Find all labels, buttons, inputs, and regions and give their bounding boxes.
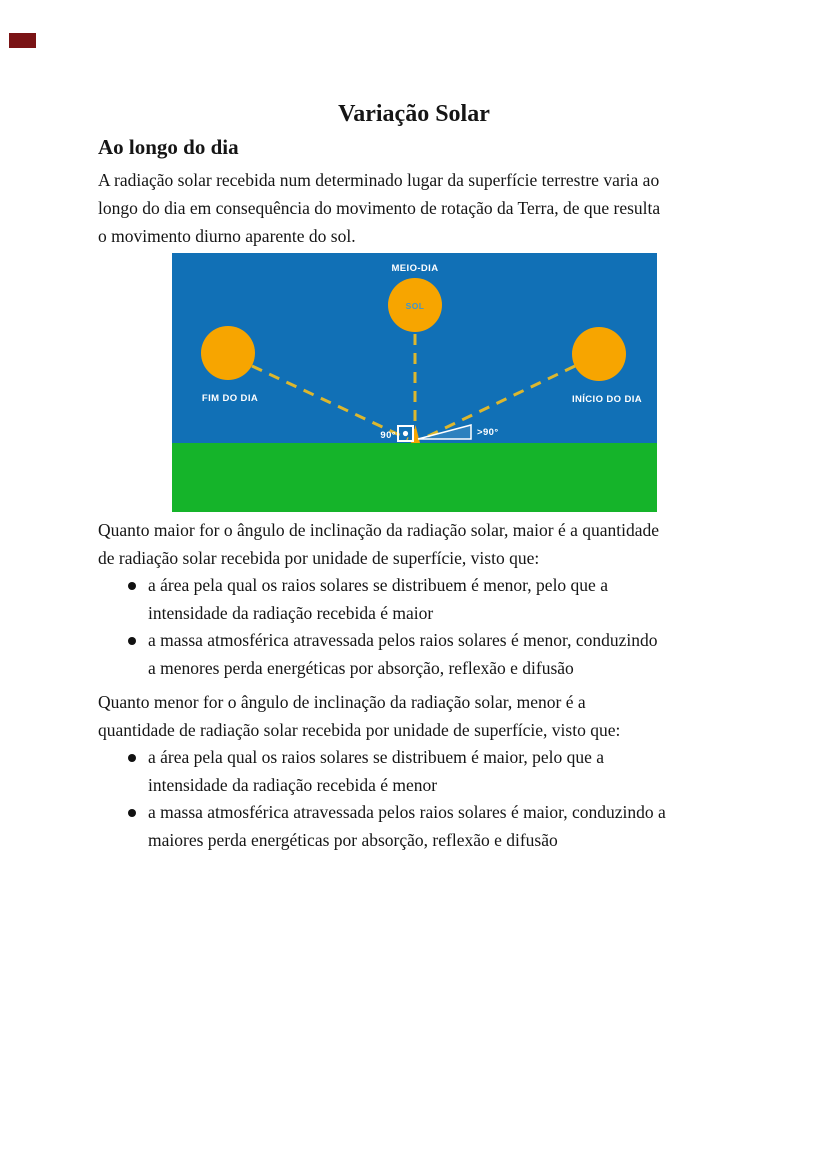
sun-path-diagram-svg <box>172 253 657 512</box>
text-line: longo do dia em consequência do movimento de rotação da Terra, de que resulta <box>98 198 661 218</box>
evening-sun <box>201 326 255 380</box>
text-line: a menores perda energéticas por absorção, reflexão e difusão <box>148 657 574 678</box>
intro-paragraph <box>98 166 778 250</box>
text-line: quantidade de radiação solar recebida por unidade de superfície, visto que: <box>98 719 621 740</box>
ground <box>172 443 657 512</box>
corner-mark <box>9 33 36 48</box>
bullet-list <box>98 744 778 854</box>
page-title: Variação Solar <box>338 101 490 127</box>
text-line: maiores perda energéticas por absorção, reflexão e difusão <box>148 829 558 850</box>
text-line: Quanto maior for o ângulo de inclinação da radiação solar, maior é a quantidade <box>98 520 660 540</box>
sun-label: SOL <box>405 301 425 311</box>
text-line: Quanto menor for o ângulo de inclinação da radiação solar, menor é a <box>98 692 586 712</box>
right-angle-label: 90° <box>380 430 396 441</box>
text-line: A radiação solar recebida num determinado lugar da superfície terrestre varia ao <box>98 170 660 190</box>
text-line: a massa atmosférica atravessada pelos raios solares é menor, conduzindo <box>148 630 658 650</box>
text-line: o movimento diurno aparente do sol. <box>98 226 356 246</box>
bullet-item <box>98 627 778 682</box>
obtuse-angle-label: >90° <box>477 427 499 438</box>
bullet-item <box>98 744 778 799</box>
day-start-label: INÍCIO DO DIA <box>571 394 643 405</box>
text-line: de radiação solar recebida por unidade de superfície, visto que: <box>98 547 540 568</box>
bullet-list <box>98 572 778 682</box>
noon-label: MEIO-DIA <box>391 263 439 274</box>
sun-path-diagram <box>172 253 657 512</box>
section-menor-angle <box>98 689 778 854</box>
section-maior-angle <box>98 517 778 682</box>
text-line: a massa atmosférica atravessada pelos raios solares é maior, conduzindo a <box>148 802 666 822</box>
text-line: intensidade da radiação recebida é maior <box>148 602 434 623</box>
bullet-item <box>98 799 778 854</box>
text-line: a área pela qual os raios solares se distribuem é menor, pelo que a <box>148 575 608 595</box>
day-end-label: FIM DO DIA <box>201 393 259 404</box>
text-line: a área pela qual os raios solares se distribuem é maior, pelo que a <box>148 747 605 767</box>
text-line: intensidade da radiação recebida é menor <box>148 774 438 795</box>
right-angle-dot <box>403 431 408 436</box>
section-heading: Ao longo do dia <box>98 135 239 159</box>
bullet-item <box>98 572 778 627</box>
morning-sun <box>572 327 626 381</box>
